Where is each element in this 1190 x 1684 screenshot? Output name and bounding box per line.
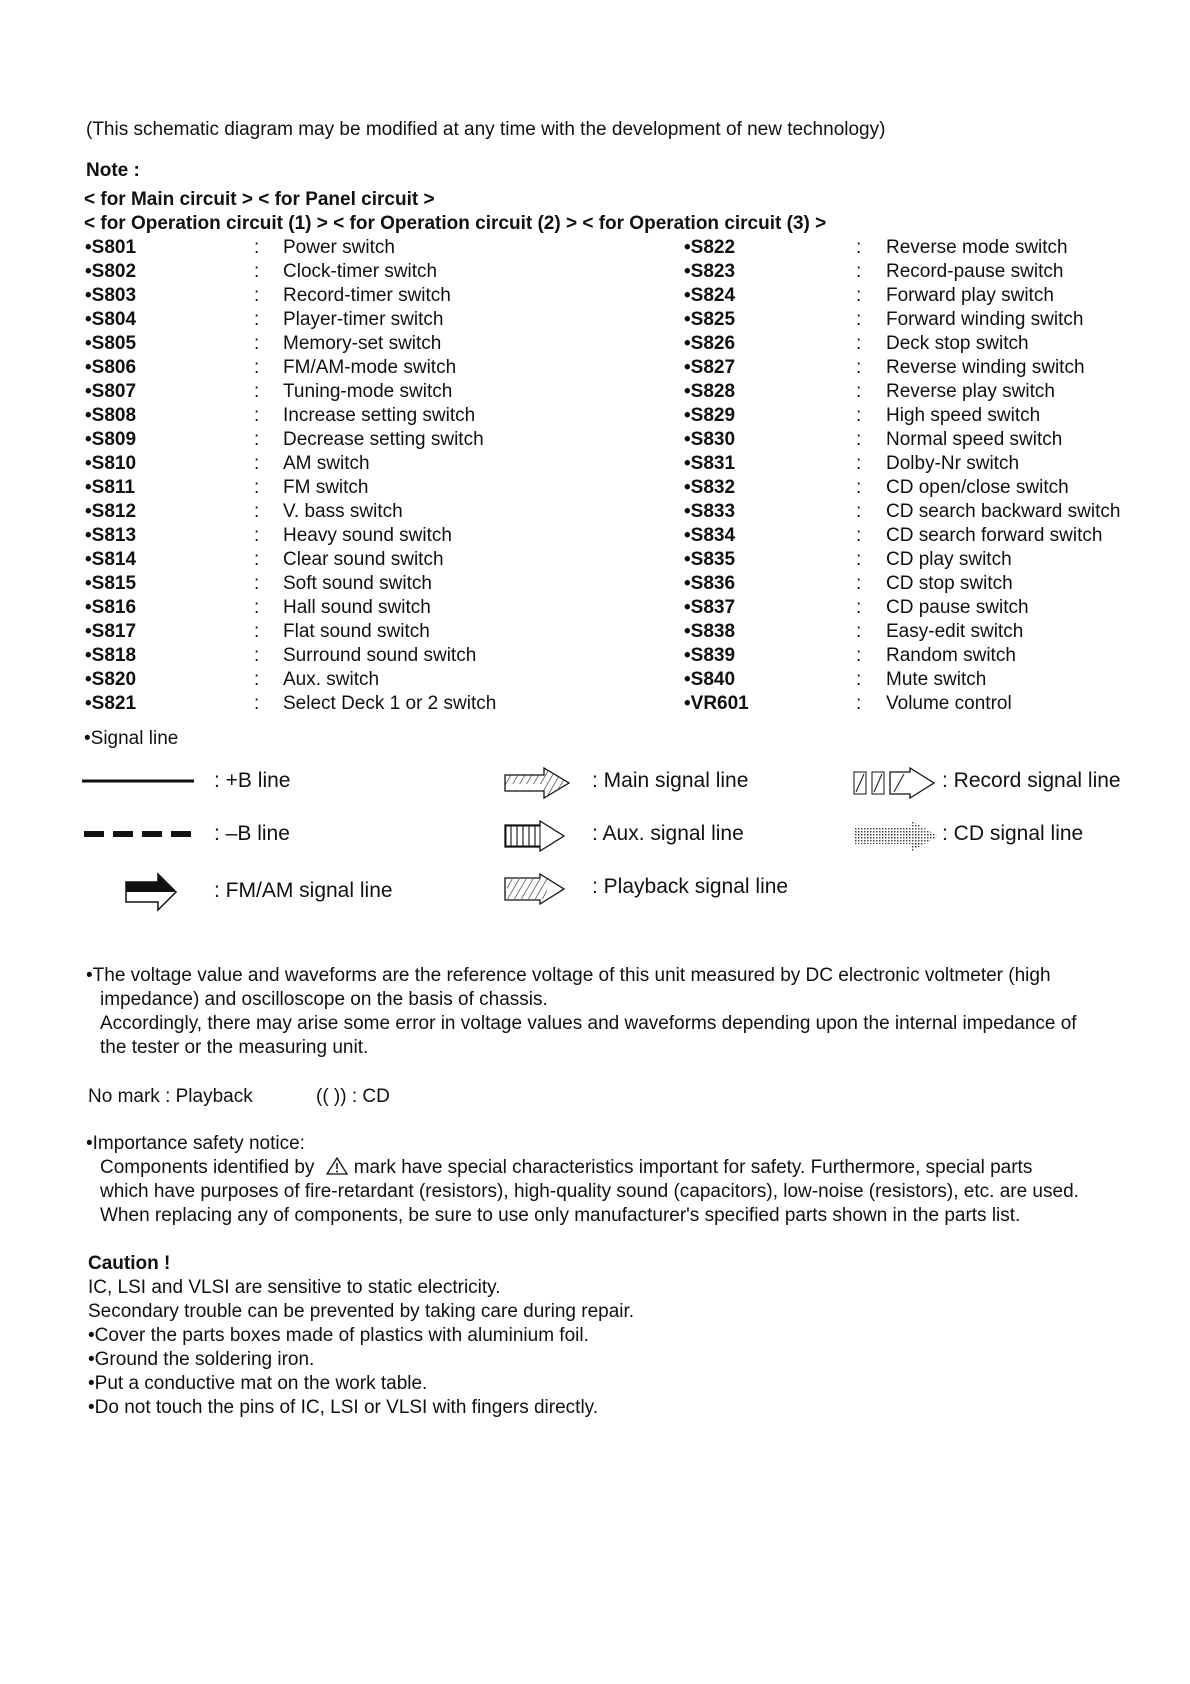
switch-colon: : xyxy=(856,501,862,522)
no-mark-playback: No mark : Playback xyxy=(88,1086,253,1107)
legend-label: : Aux. signal line xyxy=(592,822,744,845)
switch-row xyxy=(0,380,1190,404)
voltage-line: •The voltage value and waveforms are the reference voltage of this unit measured by DC electronic voltmeter (high xyxy=(86,965,1051,986)
switch-code: •S822 xyxy=(684,237,736,258)
switch-colon: : xyxy=(254,453,260,474)
switch-desc: Forward winding switch xyxy=(886,309,1084,330)
switch-colon: : xyxy=(856,357,862,378)
switch-row xyxy=(0,356,1190,380)
switch-colon: : xyxy=(254,381,260,402)
switch-code: •S835 xyxy=(684,549,736,570)
switch-code: •S829 xyxy=(684,405,736,426)
switch-colon: : xyxy=(856,237,862,258)
switch-desc: CD play switch xyxy=(886,549,1012,570)
safety-line: Components identified by xyxy=(100,1157,315,1178)
switch-row xyxy=(0,620,1190,644)
switch-colon: : xyxy=(856,309,862,330)
dotted-arrow-icon xyxy=(852,819,944,853)
switch-desc: Random switch xyxy=(886,645,1016,666)
safety-line: mark have special characteristics important for safety. Furthermore, special parts xyxy=(353,1157,1033,1178)
switch-row xyxy=(0,332,1190,356)
switch-row xyxy=(0,260,1190,284)
switch-desc: CD open/close switch xyxy=(886,477,1069,498)
switch-desc: Soft sound switch xyxy=(283,573,432,594)
caution-line: •Cover the parts boxes made of plastics with aluminium foil. xyxy=(88,1325,589,1346)
legend-cd xyxy=(852,819,1190,849)
switch-colon: : xyxy=(254,477,260,498)
switch-code: •VR601 xyxy=(684,693,749,714)
switch-row xyxy=(0,596,1190,620)
switch-desc: CD pause switch xyxy=(886,597,1029,618)
switch-colon: : xyxy=(254,573,260,594)
switch-colon: : xyxy=(254,261,260,282)
caution-line: •Ground the soldering iron. xyxy=(88,1349,315,1370)
switch-colon: : xyxy=(254,405,260,426)
switch-colon: : xyxy=(856,621,862,642)
switch-code: •S814 xyxy=(85,549,137,570)
switch-desc: Clear sound switch xyxy=(283,549,444,570)
switch-desc: Volume control xyxy=(886,693,1012,714)
safety-title: •Importance safety notice: xyxy=(86,1133,305,1154)
switch-colon: : xyxy=(856,645,862,666)
playback-hatched-arrow-icon xyxy=(502,872,572,906)
dashed-line-icon xyxy=(80,819,198,849)
switch-desc: Reverse play switch xyxy=(886,381,1055,402)
switch-colon: : xyxy=(254,237,260,258)
switch-colon: : xyxy=(254,501,260,522)
switch-colon: : xyxy=(856,549,862,570)
switch-code: •S827 xyxy=(684,357,736,378)
safety-line: When replacing any of components, be sure to use only manufacturer's specified parts shown in the parts list. xyxy=(100,1205,1021,1226)
switch-desc: Select Deck 1 or 2 switch xyxy=(283,693,497,714)
switch-desc: Reverse winding switch xyxy=(886,357,1085,378)
switch-colon: : xyxy=(856,381,862,402)
legend-label: : CD signal line xyxy=(942,822,1084,845)
switch-colon: : xyxy=(856,333,862,354)
caution-line: •Put a conductive mat on the work table. xyxy=(88,1373,428,1394)
switch-desc: FM switch xyxy=(283,477,369,498)
legend-minus-b xyxy=(80,819,380,849)
legend-label: : –B line xyxy=(214,822,290,845)
voltage-line: the tester or the measuring unit. xyxy=(100,1037,369,1058)
switch-row xyxy=(0,452,1190,476)
switch-desc: Memory-set switch xyxy=(283,333,442,354)
switch-code: •S802 xyxy=(85,261,137,282)
switch-code: •S830 xyxy=(684,429,736,450)
switch-desc: CD search backward switch xyxy=(886,501,1121,522)
legend-aux xyxy=(502,819,822,849)
switch-colon: : xyxy=(254,333,260,354)
switch-code: •S832 xyxy=(684,477,736,498)
switch-colon: : xyxy=(254,285,260,306)
legend-label: : FM/AM signal line xyxy=(214,879,393,902)
switch-row xyxy=(0,548,1190,572)
switch-row xyxy=(0,404,1190,428)
switch-code: •S816 xyxy=(85,597,137,618)
switch-desc: Deck stop switch xyxy=(886,333,1029,354)
switch-code: •S811 xyxy=(85,477,135,498)
switch-desc: V. bass switch xyxy=(283,501,403,522)
legend-label: : Record signal line xyxy=(942,769,1121,792)
switch-row xyxy=(0,284,1190,308)
switch-code: •S823 xyxy=(684,261,736,282)
switch-colon: : xyxy=(254,621,260,642)
switch-colon: : xyxy=(856,261,862,282)
caution-line: •Do not touch the pins of IC, LSI or VLSI with fingers directly. xyxy=(88,1397,599,1418)
switch-colon: : xyxy=(856,477,862,498)
switch-code: •S825 xyxy=(684,309,736,330)
voltage-note xyxy=(86,964,1146,1060)
switch-code: •S809 xyxy=(85,429,137,450)
switch-desc: Power switch xyxy=(283,237,395,258)
black-arrow-icon xyxy=(80,872,190,912)
switch-desc: Increase setting switch xyxy=(283,405,476,426)
caution-title: Caution ! xyxy=(88,1253,171,1274)
safety-line: which have purposes of fire-retardant (resistors), high-quality sound (capacitors), low-noise (resistors), etc. are used. xyxy=(100,1181,1079,1202)
switch-desc: CD stop switch xyxy=(886,573,1013,594)
switch-code: •S838 xyxy=(684,621,736,642)
switch-desc: Clock-timer switch xyxy=(283,261,438,282)
switch-colon: : xyxy=(254,525,260,546)
switch-colon: : xyxy=(254,693,260,714)
switch-desc: Easy-edit switch xyxy=(886,621,1024,642)
switch-colon: : xyxy=(856,405,862,426)
switch-code: •S801 xyxy=(85,237,137,258)
switch-desc: Flat sound switch xyxy=(283,621,430,642)
switch-code: •S824 xyxy=(684,285,736,306)
switch-row xyxy=(0,692,1190,716)
switch-code: •S817 xyxy=(85,621,137,642)
legend-label: : +B line xyxy=(214,769,291,792)
switch-code: •S837 xyxy=(684,597,736,618)
note-title: Note : xyxy=(86,160,140,181)
switch-code: •S821 xyxy=(85,693,137,714)
switch-colon: : xyxy=(254,669,260,690)
switch-code: •S807 xyxy=(85,381,137,402)
switch-colon: : xyxy=(856,285,862,306)
legend-label: : Playback signal line xyxy=(592,875,789,898)
switch-row xyxy=(0,524,1190,548)
legend-playback xyxy=(502,872,842,902)
solid-line-icon xyxy=(80,766,198,796)
switch-code: •S813 xyxy=(85,525,137,546)
switch-desc: Normal speed switch xyxy=(886,429,1063,450)
switch-colon: : xyxy=(254,429,260,450)
diagonal-hatched-arrow-icon xyxy=(502,766,572,800)
switch-desc: Dolby-Nr switch xyxy=(886,453,1020,474)
switch-colon: : xyxy=(254,645,260,666)
switch-code: •S812 xyxy=(85,501,137,522)
switch-code: •S828 xyxy=(684,381,736,402)
switch-colon: : xyxy=(254,309,260,330)
switch-code: •S810 xyxy=(85,453,137,474)
legend-plus-b xyxy=(80,766,380,796)
switch-code: •S806 xyxy=(85,357,137,378)
switch-colon: : xyxy=(856,525,862,546)
switch-colon: : xyxy=(856,429,862,450)
switch-desc: Forward play switch xyxy=(886,285,1054,306)
switch-code: •S836 xyxy=(684,573,736,594)
switch-desc: FM/AM-mode switch xyxy=(283,357,457,378)
signal-line-title: •Signal line xyxy=(84,728,179,749)
caution-line: IC, LSI and VLSI are sensitive to static electricity. xyxy=(88,1277,501,1298)
switch-row xyxy=(0,668,1190,692)
switch-colon: : xyxy=(254,549,260,570)
switch-code: •S820 xyxy=(85,669,137,690)
switch-code: •S834 xyxy=(684,525,736,546)
circuits-line-1: < for Main circuit > < for Panel circuit > xyxy=(84,189,435,210)
switch-code: •S803 xyxy=(85,285,137,306)
switch-desc: Surround sound switch xyxy=(283,645,477,666)
switch-desc: Record-pause switch xyxy=(886,261,1064,282)
switch-desc: Decrease setting switch xyxy=(283,429,484,450)
voltage-line: impedance) and oscilloscope on the basis of chassis. xyxy=(100,989,548,1010)
record-segmented-arrow-icon xyxy=(852,766,944,800)
switch-desc: Mute switch xyxy=(886,669,987,690)
switch-code: •S840 xyxy=(684,669,736,690)
vertical-hatched-arrow-icon xyxy=(502,819,572,853)
switch-colon: : xyxy=(254,597,260,618)
switch-row xyxy=(0,644,1190,668)
switch-colon: : xyxy=(856,573,862,594)
voltage-line: Accordingly, there may arise some error in voltage values and waveforms depending upon the internal impedance of xyxy=(100,1013,1077,1034)
switch-code: •S831 xyxy=(684,453,736,474)
caution-section xyxy=(88,1252,1148,1420)
switch-code: •S826 xyxy=(684,333,736,354)
switch-row xyxy=(0,236,1190,260)
switch-desc: High speed switch xyxy=(886,405,1041,426)
switch-colon: : xyxy=(856,453,862,474)
switch-colon: : xyxy=(254,357,260,378)
warning-triangle-icon xyxy=(326,1157,348,1175)
switch-row xyxy=(0,308,1190,332)
cd-mark: (( )) : CD xyxy=(316,1086,390,1107)
switch-row xyxy=(0,572,1190,596)
switch-desc: Hall sound switch xyxy=(283,597,431,618)
safety-notice xyxy=(86,1132,1146,1228)
switch-colon: : xyxy=(856,693,862,714)
switch-desc: CD search forward switch xyxy=(886,525,1103,546)
switch-desc: Tuning-mode switch xyxy=(283,381,453,402)
switch-colon: : xyxy=(856,669,862,690)
disclaimer: (This schematic diagram may be modified at any time with the development of new technology) xyxy=(86,119,886,140)
switch-colon: : xyxy=(856,597,862,618)
switch-desc: Heavy sound switch xyxy=(283,525,452,546)
legend-label: : Main signal line xyxy=(592,769,749,792)
switch-code: •S805 xyxy=(85,333,137,354)
switch-row xyxy=(0,500,1190,524)
circuits-line-2: < for Operation circuit (1) > < for Operation circuit (2) > < for Operation circuit (3) > xyxy=(84,213,827,234)
caution-line: Secondary trouble can be prevented by taking care during repair. xyxy=(88,1301,635,1322)
switch-desc: Aux. switch xyxy=(283,669,380,690)
switch-desc: Record-timer switch xyxy=(283,285,451,306)
legend-fmam xyxy=(80,872,410,912)
switch-code: •S804 xyxy=(85,309,137,330)
legend-main xyxy=(502,766,822,796)
legend-record xyxy=(852,766,1190,796)
switch-row xyxy=(0,428,1190,452)
switch-code: •S815 xyxy=(85,573,137,594)
switch-desc: Reverse mode switch xyxy=(886,237,1068,258)
switch-code: •S818 xyxy=(85,645,137,666)
switch-code: •S808 xyxy=(85,405,137,426)
switch-desc: AM switch xyxy=(283,453,370,474)
switch-code: •S833 xyxy=(684,501,736,522)
switch-desc: Player-timer switch xyxy=(283,309,444,330)
switch-row xyxy=(0,476,1190,500)
switch-code: •S839 xyxy=(684,645,736,666)
